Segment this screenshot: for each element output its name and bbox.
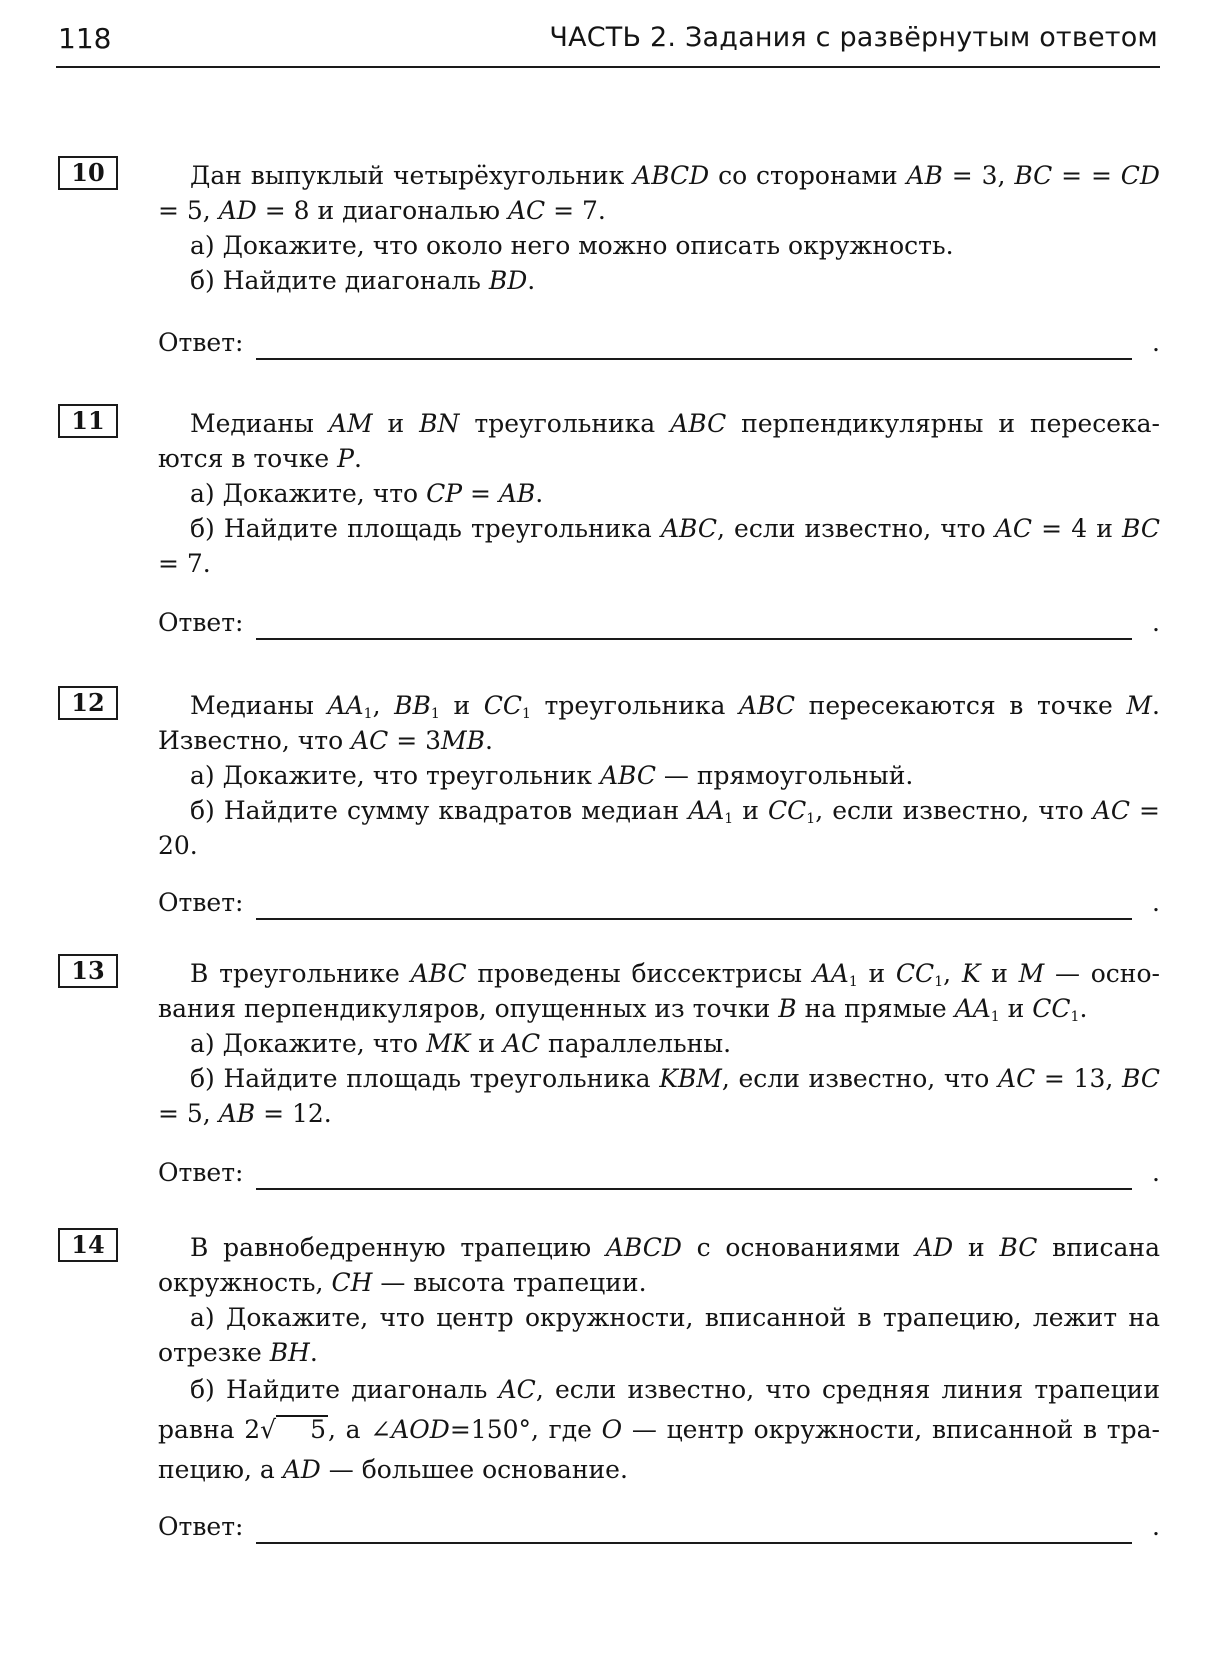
answer-line[interactable] bbox=[256, 1188, 1132, 1190]
answer-label: Ответ: bbox=[158, 1158, 244, 1187]
answer-field[interactable]: Ответ: . bbox=[158, 888, 1160, 924]
subtask-b: б) Найдите площадь треугольника ABC, если известно, что AC = 4 и BC = 7. bbox=[158, 514, 1160, 578]
answer-line[interactable] bbox=[256, 1542, 1132, 1544]
answer-line[interactable] bbox=[256, 638, 1132, 640]
task-number: 12 bbox=[58, 686, 118, 720]
task-number: 14 bbox=[58, 1228, 118, 1262]
subtask-b: б) Найдите диагональ AC, если известно, что средняя линия трапеции равна 2√ 5, а ∠AOD=150°, где O — центр окружности, вписанной в тра-пецию, а AD — большее основание. bbox=[158, 1375, 1160, 1484]
answer-field[interactable]: Ответ: . bbox=[158, 608, 1160, 644]
task-number: 10 bbox=[58, 156, 118, 190]
subtask-a: а) Докажите, что CP = AB. bbox=[190, 479, 544, 508]
answer-label: Ответ: bbox=[158, 888, 244, 917]
answer-field[interactable]: Ответ: . bbox=[158, 1158, 1160, 1194]
subtask-a: а) Докажите, что центр окружности, вписанной в трапецию, лежит на отрезке BH. bbox=[158, 1303, 1160, 1367]
answer-line[interactable] bbox=[256, 918, 1132, 920]
task-text: В равнобедренную трапецию ABCD с основаниями AD и BC вписана окружность, CH — высота трапеции. а) Докажите, что центр окружности, вписанной в трапецию, лежит на отрезке BH. б) Найдите диагональ AC, если известно, что средняя линия трапеции равна 2√ 5, а ∠AOD=150°, где O — центр окружности, вписанной в тра-пецию, а AD — большее основание. bbox=[158, 1230, 1160, 1490]
task-number: 13 bbox=[58, 954, 118, 988]
subtask-a: а) Докажите, что около него можно описать окружность. bbox=[190, 231, 954, 260]
subtask-a: а) Докажите, что MK и AC параллельны. bbox=[190, 1029, 732, 1058]
answer-label: Ответ: bbox=[158, 608, 244, 637]
answer-label: Ответ: bbox=[158, 328, 244, 357]
part-title: ЧАСТЬ 2. Задания с развёрнутым ответом bbox=[549, 22, 1158, 53]
subtask-a: а) Докажите, что треугольник ABC — прямоугольный. bbox=[190, 761, 914, 790]
task-text: В треугольнике ABC проведены биссектрисы $AA_1$ и $CC_1$, K и M — осно-вания перпендикуляров, опущенных из точки B на прямые $AA_1$ и $CC_1$. а) Докажите, что MK и AC параллельны. б) Найдите площадь треугольника KBM, если известно, что AC = 13, BC = 5, AB = 12. bbox=[158, 956, 1160, 1131]
answer-field[interactable]: Ответ: . bbox=[158, 328, 1160, 364]
task-text: Медианы $AA_1$, $BB_1$ и $CC_1$ треугольника ABC пересекаются в точке M. Известно, что AC = 3MB. а) Докажите, что треугольник ABC — прямоугольный. б) Найдите сумму квадратов медиан $AA_1$ и $CC_1$, если известно, что AC = 20. bbox=[158, 688, 1160, 863]
page-header bbox=[56, 22, 1160, 68]
subtask-b: б) Найдите диагональ BD. bbox=[190, 266, 536, 295]
answer-field[interactable]: Ответ: . bbox=[158, 1512, 1160, 1548]
page-number: 118 bbox=[58, 22, 112, 55]
answer-label: Ответ: bbox=[158, 1512, 244, 1541]
task-text: Дан выпуклый четырёхугольник ABCD со сторонами AB = 3, BC = = CD = 5, AD = 8 и диагональю AC = 7. а) Докажите, что около него можно описать окружность. б) Найдите диагональ BD. bbox=[158, 158, 1160, 298]
subtask-b: б) Найдите площадь треугольника KBM, если известно, что AC = 13, BC = 5, AB = 12. bbox=[158, 1064, 1160, 1128]
task-text: Медианы AM и BN треугольника ABC перпендикулярны и пересека-ются в точке P. а) Докажите, что CP = AB. б) Найдите площадь треугольника ABC, если известно, что AC = 4 и BC = 7. bbox=[158, 406, 1160, 581]
subtask-b: б) Найдите сумму квадратов медиан $AA_1$ и $CC_1$, если известно, что AC = 20. bbox=[158, 796, 1160, 860]
task-number: 11 bbox=[58, 404, 118, 438]
answer-line[interactable] bbox=[256, 358, 1132, 360]
